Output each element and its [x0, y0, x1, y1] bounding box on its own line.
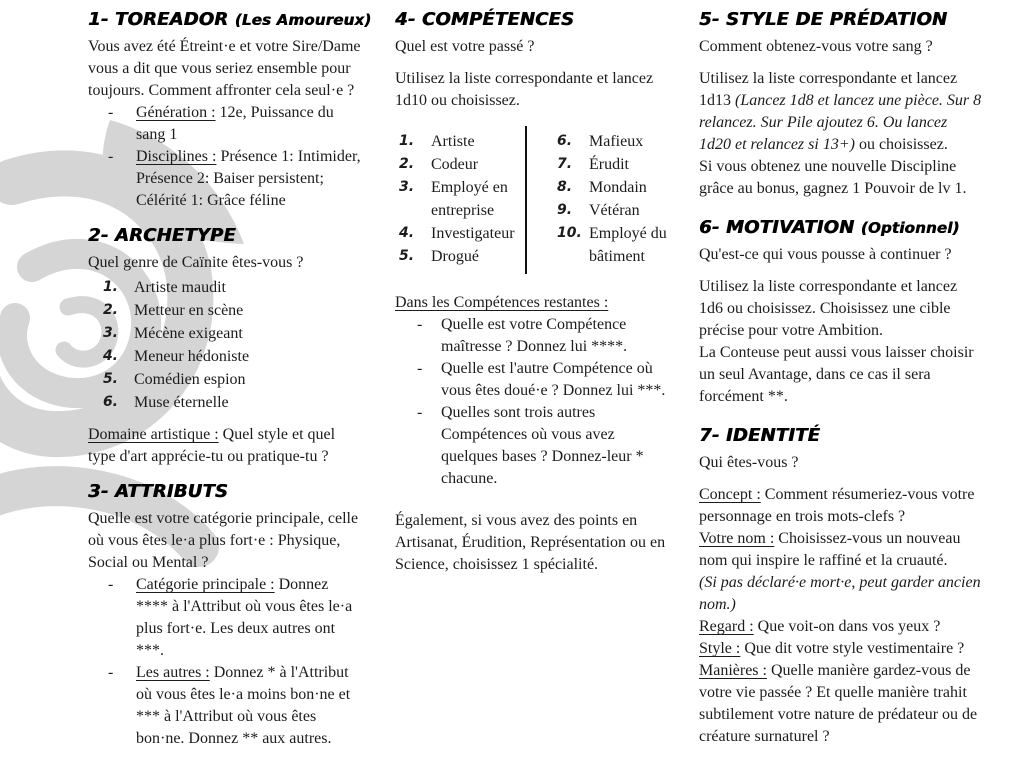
- competences-instruction: Utilisez la liste correspondante et lancez 1d10 ou choisissez.: [395, 70, 654, 109]
- row-number: 3.: [399, 179, 415, 195]
- regard-label: Regard :: [699, 618, 754, 635]
- dash-bullet-glyph: -: [417, 360, 423, 377]
- table-row: [395, 130, 525, 153]
- section-motivation-subtitle: (Optionnel): [860, 219, 960, 237]
- domaine-artistique-text: Quel style et quel type d'art apprécie-tu ou pratique-tu ?: [88, 426, 336, 465]
- section-motivation-title: 6- MOTIVATION: [699, 217, 855, 238]
- row-number: 6.: [557, 133, 573, 149]
- competences-restantes-heading: [395, 292, 667, 314]
- dash-bullet-glyph: -: [417, 404, 423, 421]
- motivation-conteuse-note: La Conteuse peut aussi vous laisser choisir un seul Avantage, dans ce cas il sera forcément **.: [699, 344, 974, 405]
- identite-question: Qui êtes-vous ?: [699, 454, 799, 471]
- dash-bullet-glyph: -: [417, 316, 423, 333]
- restantes-bullet-text: Quelles sont trois autres Compétences où vous avez quelques bases ? Donnez-leur * chacune.: [441, 404, 644, 487]
- competences-table-right-column: [527, 126, 667, 274]
- les-autres-bullet: [88, 662, 364, 750]
- table-row: [553, 153, 667, 176]
- list-item-number: 3.: [102, 325, 118, 341]
- manieres-text: Quelle manière gardez-vous de votre vie passée ? Et quelle manière trahit subtilement votre nature de prédateur ou de créature surnaturel ?: [699, 662, 978, 745]
- disciplines-bullet-text: [136, 146, 364, 212]
- les-autres-value: Donnez * à l'Attribut où vous êtes le·a moins bon·ne et *** à l'Attribut où vous êtes bon·ne. Donnez ** aux autres.: [136, 664, 351, 747]
- generation-value: 12e, Puissance du sang 1: [136, 104, 334, 143]
- row-number: 7.: [557, 156, 573, 172]
- row-number: 4.: [399, 225, 415, 241]
- categorie-principale-label: Catégorie principale :: [136, 576, 275, 593]
- list-item-label: Meneur hédoniste: [134, 348, 250, 365]
- row-number: 10.: [557, 225, 582, 241]
- predation-instruction-end: ou choisissez.: [854, 136, 948, 153]
- row-number: 8.: [557, 179, 573, 195]
- disciplines-value: Présence 1: Intimider, Présence 2: Baiser persistent; Célérité 1: Grâce féline: [136, 148, 361, 209]
- competences-restantes-label: Dans les Compétences restantes :: [395, 294, 609, 311]
- generation-bullet: [88, 102, 364, 146]
- manieres-field: [699, 660, 983, 748]
- list-item: [88, 322, 364, 345]
- predation-question: Comment obtenez-vous votre sang ?: [699, 38, 933, 55]
- section-attributs: [88, 480, 364, 750]
- column-right: [699, 0, 983, 760]
- table-row: [395, 176, 525, 222]
- section-style-de-predation: [699, 8, 983, 200]
- section-motivation-heading: [699, 216, 983, 240]
- table-row: [553, 130, 667, 153]
- domaine-artistique-paragraph: [88, 424, 364, 468]
- archetype-question: Quel genre de Caïnite êtes-vous ?: [88, 254, 304, 271]
- competences-table: [395, 126, 667, 274]
- les-autres-label: Les autres :: [136, 664, 210, 681]
- row-label: Codeur: [431, 156, 479, 173]
- section-attributs-heading: 3- ATTRIBUTS: [88, 481, 228, 502]
- restantes-bullet: [395, 402, 667, 490]
- generation-label: Génération :: [136, 104, 216, 121]
- dash-bullet-glyph: -: [108, 148, 114, 165]
- section-identite-heading: 7- IDENTITÉ: [699, 425, 821, 446]
- competences-question: Quel est votre passé ?: [395, 38, 535, 55]
- dash-bullet-glyph: -: [108, 104, 114, 121]
- list-item-number: 2.: [102, 302, 118, 318]
- predation-instruction: [699, 68, 983, 156]
- table-row: [553, 222, 667, 268]
- list-item: [88, 276, 364, 299]
- row-label: Érudit: [589, 156, 629, 173]
- row-label: Mafieux: [589, 133, 644, 150]
- style-text: Que dit votre style vestimentaire ?: [740, 640, 965, 657]
- table-row: [553, 176, 667, 199]
- row-number: 5.: [399, 248, 415, 264]
- section-toreador-title: 1- TOREADOR: [88, 9, 229, 30]
- predation-instruction-start: Utilisez la liste correspondante et lancez 1d13: [699, 70, 958, 109]
- row-label: Mondain: [589, 179, 647, 196]
- categorie-principale-value: Donnez **** à l'Attribut où vous êtes le·a plus fort·e. Les deux autres ont ***.: [136, 576, 353, 659]
- predation-dice-note: (Lancez 1d8 et lancez une pièce. Sur 8 relancez. Sur Pile ajoutez 6. Ou lancez 1d20 et relancez si 13+): [699, 92, 982, 153]
- ancien-nom-note: (Si pas déclaré·e mort·e, peut garder ancien nom.): [699, 574, 981, 613]
- list-item-label: Comédien espion: [134, 371, 246, 388]
- motivation-instruction: Utilisez la liste correspondante et lancez 1d6 ou choisissez. Choisissez une cible précise pour votre Ambition.: [699, 278, 958, 339]
- manieres-label: Manières :: [699, 662, 767, 679]
- row-number: 9.: [557, 202, 573, 218]
- archetype-list: [88, 276, 364, 414]
- section-identite: [699, 424, 983, 748]
- dash-bullet-glyph: -: [108, 576, 114, 593]
- list-item: [88, 368, 364, 391]
- table-row: [395, 245, 525, 268]
- style-label: Style :: [699, 640, 741, 657]
- section-predation-heading: 5- STYLE DE PRÉDATION: [699, 9, 948, 30]
- table-row: [553, 199, 667, 222]
- dash-bullet-glyph: -: [108, 664, 114, 681]
- votre-nom-label: Votre nom :: [699, 530, 775, 547]
- column-middle: [395, 0, 667, 588]
- row-label: Employé du bâtiment: [589, 225, 667, 265]
- restantes-bullet-text: Quelle est votre Compétence maîtresse ? Donnez lui ****.: [441, 316, 628, 355]
- column-left: [88, 0, 372, 762]
- row-label: Investigateur: [431, 225, 515, 242]
- row-label: Vétéran: [589, 202, 640, 219]
- generation-bullet-text: [136, 102, 364, 146]
- motivation-question: Qu'est-ce qui vous pousse à continuer ?: [699, 246, 952, 263]
- row-label: Employé en entreprise: [431, 179, 508, 219]
- row-number: 1.: [399, 133, 415, 149]
- competences-outro: Également, si vous avez des points en Artisanat, Érudition, Représentation ou en Science, choisissez 1 spécialité.: [395, 512, 666, 573]
- list-item-label: Muse éternelle: [134, 394, 229, 411]
- restantes-bullet: [395, 358, 667, 402]
- section-competences-heading: 4- COMPÉTENCES: [395, 9, 575, 30]
- votre-nom-field: [699, 528, 983, 572]
- section-toreador-subtitle: (Les Amoureux): [234, 11, 372, 29]
- table-row: [395, 153, 525, 176]
- categorie-principale-text: [136, 574, 364, 662]
- predation-bonus-note: Si vous obtenez une nouvelle Discipline grâce au bonus, gagnez 1 Pouvoir de lv 1.: [699, 158, 967, 197]
- list-item-number: 1.: [102, 279, 118, 295]
- list-item: [88, 345, 364, 368]
- row-label: Drogué: [431, 248, 479, 265]
- list-item-number: 4.: [102, 348, 118, 364]
- section-toreador-heading: [88, 8, 372, 32]
- votre-nom-text: Choisissez-vous un nouveau nom qui inspire le raffiné et la cruauté.: [699, 530, 961, 569]
- section-archetype-heading: 2- ARCHETYPE: [88, 225, 236, 246]
- competences-table-left-column: [395, 126, 527, 274]
- regard-field: [699, 616, 983, 638]
- concept-field: [699, 484, 983, 528]
- les-autres-text: [136, 662, 364, 750]
- style-field: [699, 638, 983, 660]
- list-item-label: Artiste maudit: [134, 279, 226, 296]
- categorie-principale-bullet: [88, 574, 364, 662]
- row-label: Artiste: [431, 133, 475, 150]
- section-toreador: [88, 8, 372, 212]
- list-item-number: 6.: [102, 394, 118, 410]
- list-item: [88, 299, 364, 322]
- concept-label: Concept :: [699, 486, 761, 503]
- toreador-intro-paragraph: Vous avez été Étreint·e et votre Sire/Dame vous a dit que vous seriez ensemble pour toujours. Comment affronter cela seul·e ?: [88, 38, 361, 99]
- domaine-artistique-label: Domaine artistique :: [88, 426, 219, 443]
- section-motivation: [699, 216, 983, 408]
- section-archetype: [88, 224, 364, 468]
- list-item: [88, 391, 364, 414]
- list-item-label: Mécène exigeant: [134, 325, 243, 342]
- list-item-number: 5.: [102, 371, 118, 387]
- list-item-label: Metteur en scène: [134, 302, 244, 319]
- row-number: 2.: [399, 156, 415, 172]
- table-row: [395, 222, 525, 245]
- restantes-bullet: [395, 314, 667, 358]
- restantes-bullet-text: Quelle est l'autre Compétence où vous êtes doué·e ? Donnez lui ***.: [441, 360, 666, 399]
- disciplines-bullet: [88, 146, 364, 212]
- concept-text: Comment résumeriez-vous votre personnage en trois mots-clefs ?: [699, 486, 975, 525]
- section-competences: [395, 8, 667, 576]
- regard-text: Que voit-on dans vos yeux ?: [753, 618, 941, 635]
- disciplines-label: Disciplines :: [136, 148, 217, 165]
- attributs-question: Quelle est votre catégorie principale, celle où vous êtes le·a plus fort·e : Physique, Social ou Mental ?: [88, 510, 359, 571]
